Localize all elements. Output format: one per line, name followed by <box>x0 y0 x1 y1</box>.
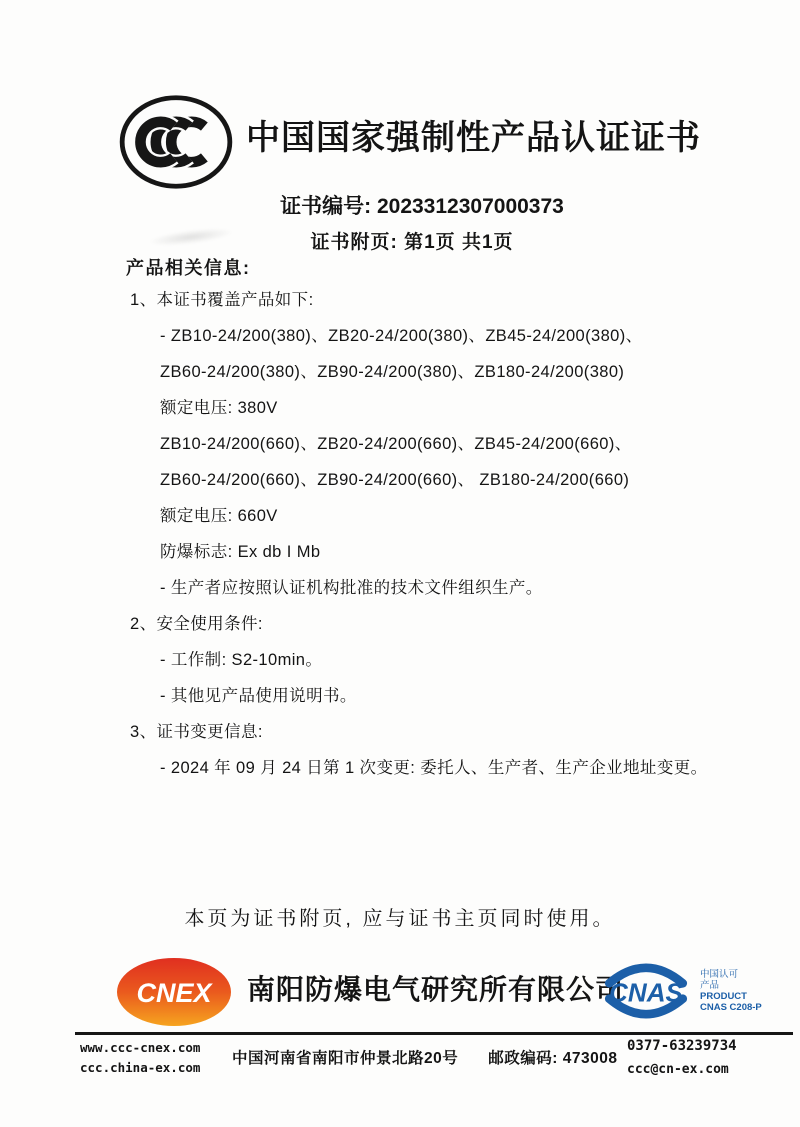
body-line: 3、证书变更信息: <box>130 723 263 741</box>
ccc-mark-icon <box>116 92 236 192</box>
body-line: ZB60-24/200(380)、ZB90-24/200(380)、ZB180-24/200(380) <box>160 363 625 381</box>
certificate-number-value: 2023312307000373 <box>376 195 564 218</box>
ccc-logo <box>116 92 236 192</box>
cnas-caption <box>700 969 762 1013</box>
cnex-logo-icon <box>114 956 234 1028</box>
cnas-wordmark: CNAS <box>609 977 683 1008</box>
footer-website-2: ccc.china-ex.com <box>80 1060 201 1075</box>
footer-address: 中国河南省南阳市仲景北路20号 <box>232 1050 459 1067</box>
body-line: - 其他见产品使用说明书。 <box>160 687 357 705</box>
body-line: - 工作制: S2-10min。 <box>160 651 323 669</box>
cnas-mark-icon <box>596 962 696 1020</box>
section-heading-product-info: 产品相关信息: <box>126 258 251 278</box>
cnas-caption-line: 产品 <box>700 980 720 991</box>
product-info-body <box>130 282 708 786</box>
body-line: - ZB10-24/200(380)、ZB20-24/200(380)、ZB45-24/200(380)、 <box>160 327 643 345</box>
certificate-number-line <box>0 190 800 220</box>
attachment-usage-notice: 本页为证书附页, 应与证书主页同时使用。 <box>184 908 616 930</box>
cnas-caption-line: PRODUCT <box>700 991 747 1002</box>
body-line: 防爆标志: Ex db I Mb <box>160 543 321 561</box>
body-line: 额定电压: 660V <box>160 507 278 525</box>
body-line: 1、本证书覆盖产品如下: <box>130 291 314 309</box>
page-title: 中国国家强制性产品认证证书 <box>246 119 701 157</box>
body-line: 2、安全使用条件: <box>130 615 263 633</box>
issuer-company-name: 南阳防爆电气研究所有限公司 <box>247 974 625 1005</box>
footer-websites <box>80 1038 200 1078</box>
certificate-number-label: 证书编号: <box>280 195 377 218</box>
footer-phone: 0377-63239734 <box>627 1038 737 1054</box>
body-line: ZB10-24/200(660)、ZB20-24/200(660)、ZB45-24/200(660)、 <box>160 435 632 453</box>
certificate-page-line <box>0 227 800 254</box>
footer-address-line <box>232 1046 617 1068</box>
body-line: - 2024 年 09 月 24 日第 1 次变更: 委托人、生产者、生产企业地址变更。 <box>160 759 708 777</box>
body-line: - 生产者应按照认证机构批准的技术文件组织生产。 <box>160 579 543 597</box>
footer-email: ccc@cn-ex.com <box>627 1062 729 1077</box>
certificate-page-label: 证书附页: <box>310 232 405 253</box>
body-line: 额定电压: 380V <box>160 399 278 417</box>
footer-postcode-label: 邮政编码: <box>488 1050 563 1067</box>
cnas-logo <box>596 960 776 1022</box>
cnas-caption-line: 中国认可 <box>700 969 739 980</box>
certificate-page-value: 第1页 共1页 <box>404 232 514 253</box>
cnex-wordmark: CNEX <box>136 978 212 1008</box>
footer-website-1: www.ccc-cnex.com <box>80 1040 201 1055</box>
cnas-caption-line: CNAS C208-P <box>700 1002 762 1013</box>
footer-contact <box>627 1035 737 1081</box>
footer-postcode: 473008 <box>562 1050 618 1067</box>
cnex-logo <box>114 956 234 1028</box>
body-line: ZB60-24/200(660)、ZB90-24/200(660)、 ZB180-24/200(660) <box>160 471 630 489</box>
